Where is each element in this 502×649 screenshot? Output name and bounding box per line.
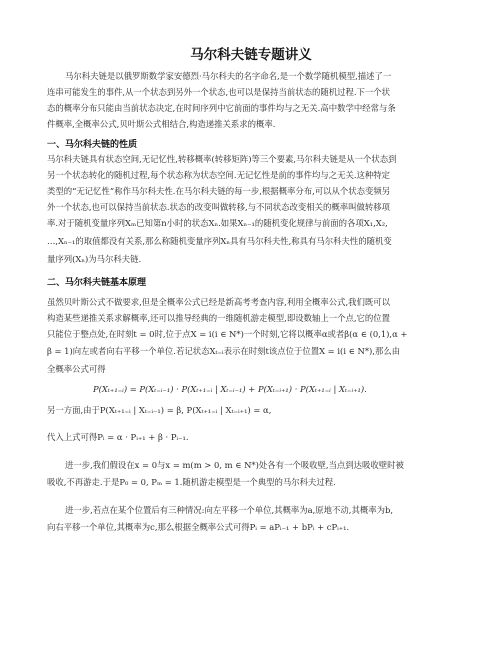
section1-line: 马尔科夫链具有状态空间,无记忆性,转移概率(转移矩阵)等三个要素,马尔科夫链是从一个状态到 (47, 154, 397, 164)
section-heading: 一、马尔科夫链的性质 (47, 140, 138, 150)
intro-line: 件概率,全概率公式,贝叶斯公式相结合,构造递推关系求的概率. (47, 119, 276, 129)
section1-line: 类型的“无记忆性”称作马尔科夫性.在马尔科夫链的每一步,根据概率分布,可以从个状态变频另 (47, 186, 391, 196)
intro-line: 态的概率分布只能由当前状态决定,在时间序列中它前面的事件均与之无关.高中数学中经常与条 (47, 103, 396, 113)
section1-line: 另一个状态转化的随机过程,每个状态称为状态空间.无记忆性是前的事件均与之无关.这种特定 (47, 170, 390, 180)
section2-line: 构造某些递推关系求解概率,还可以推导经典的一维随机游走模型,即设数轴上一个点,它的位置 (47, 313, 390, 323)
section2-line: 代入上式可得Pᵢ = α · Pᵢ₊₁ + β · Pᵢ₋₁. (47, 432, 189, 442)
section2-line: 吸收,不再游走.于是P₀ = 0, Pₘ = 1.随机游走模型是一个典型的马尔科夫过程. (47, 477, 336, 487)
intro-line: 马尔科夫链是以俄罗斯数学家安德烈·马尔科夫的名字命名,是一个数学随机模型,描述了一 (65, 71, 392, 81)
section2-line: 进一步,我们假设在x = 0与x = m(m > 0, m ∈ N*)处各有一个吸收壁,当点到达吸收壁时被 (65, 460, 404, 470)
section1-line: 量序列(Xₙ)为马尔科夫链. (47, 254, 142, 264)
section2-line: β = 1)向左或者向右平移一个单位.若记状态Xₜ₌ᵢ表示在时刻t该点位于位置X = i(i ∈ N*),那么由 (47, 346, 401, 356)
section2-line: 虽然贝叶斯公式不做要求,但是全概率公式已经是新高考考查内容,利用全概率公式,我们既可以 (47, 297, 390, 307)
section-heading: 二、马尔科夫链基本原理 (47, 278, 147, 288)
section1-line: …,Xₙ₋₁的取值都没有关系,那么称随机变量序列Xₙ具有马尔科夫性,称具有马尔科夫性的随机变 (47, 236, 392, 246)
section2-line: 进一步,若点在某个位置后有三种情况:向左平移一个单位,其概率为a,原地不动,其概率为b, (65, 505, 393, 515)
section1-line: 率.对于随机变量序列Xₘ已知第n小时的状态Xₙ.如果Xₙ₋₁的随机变化规律与前面的各项X₁,X₂, (47, 218, 388, 228)
document-title: 马尔科夫链专题讲义 (190, 47, 312, 63)
section2-line: 向右平移一个单位,其概率为c,那么根据全概率公式可得Pᵢ = aPᵢ₋₁ + bPᵢ + cPᵢ₊₁. (47, 522, 350, 532)
intro-line: 连串可能发生的事件,从一个状态到另外一个状态,也可以是保持当前状态的随机过程.下一个状 (47, 87, 390, 97)
formula: P(Xₜ₊₁₌ᵢ) = P(Xₜ₌ᵢ₋₁) · P(Xₜ₊₁₌ᵢ | Xₜ₌ᵢ₋₁) + P(Xₜ₌ᵢ₊₁) · P(Xₜ₊₁₌ᵢ | Xₜ₌ᵢ₊₁). (93, 384, 367, 394)
section1-line: 外一个状态,也可以保持当前状态.状态的改变叫做转移,与不同状态改变相关的概率叫做转移项 (47, 202, 390, 212)
section2-line: 全概率公式可得 (47, 364, 106, 374)
section2-line: 另一方面,由于P(Xₜ₊₁₌ᵢ | Xₜ₌ᵢ₋₁) = β, P(Xₜ₊₁₌ᵢ | Xₜ₌ᵢ₊₁) = α, (47, 405, 272, 415)
section2-line: 只能位于整点处,在时刻t = 0时,位于点X = i(i ∈ N*)一个时刻,它将以概率α或者β(α ∈ (0,1),α + (47, 329, 408, 339)
